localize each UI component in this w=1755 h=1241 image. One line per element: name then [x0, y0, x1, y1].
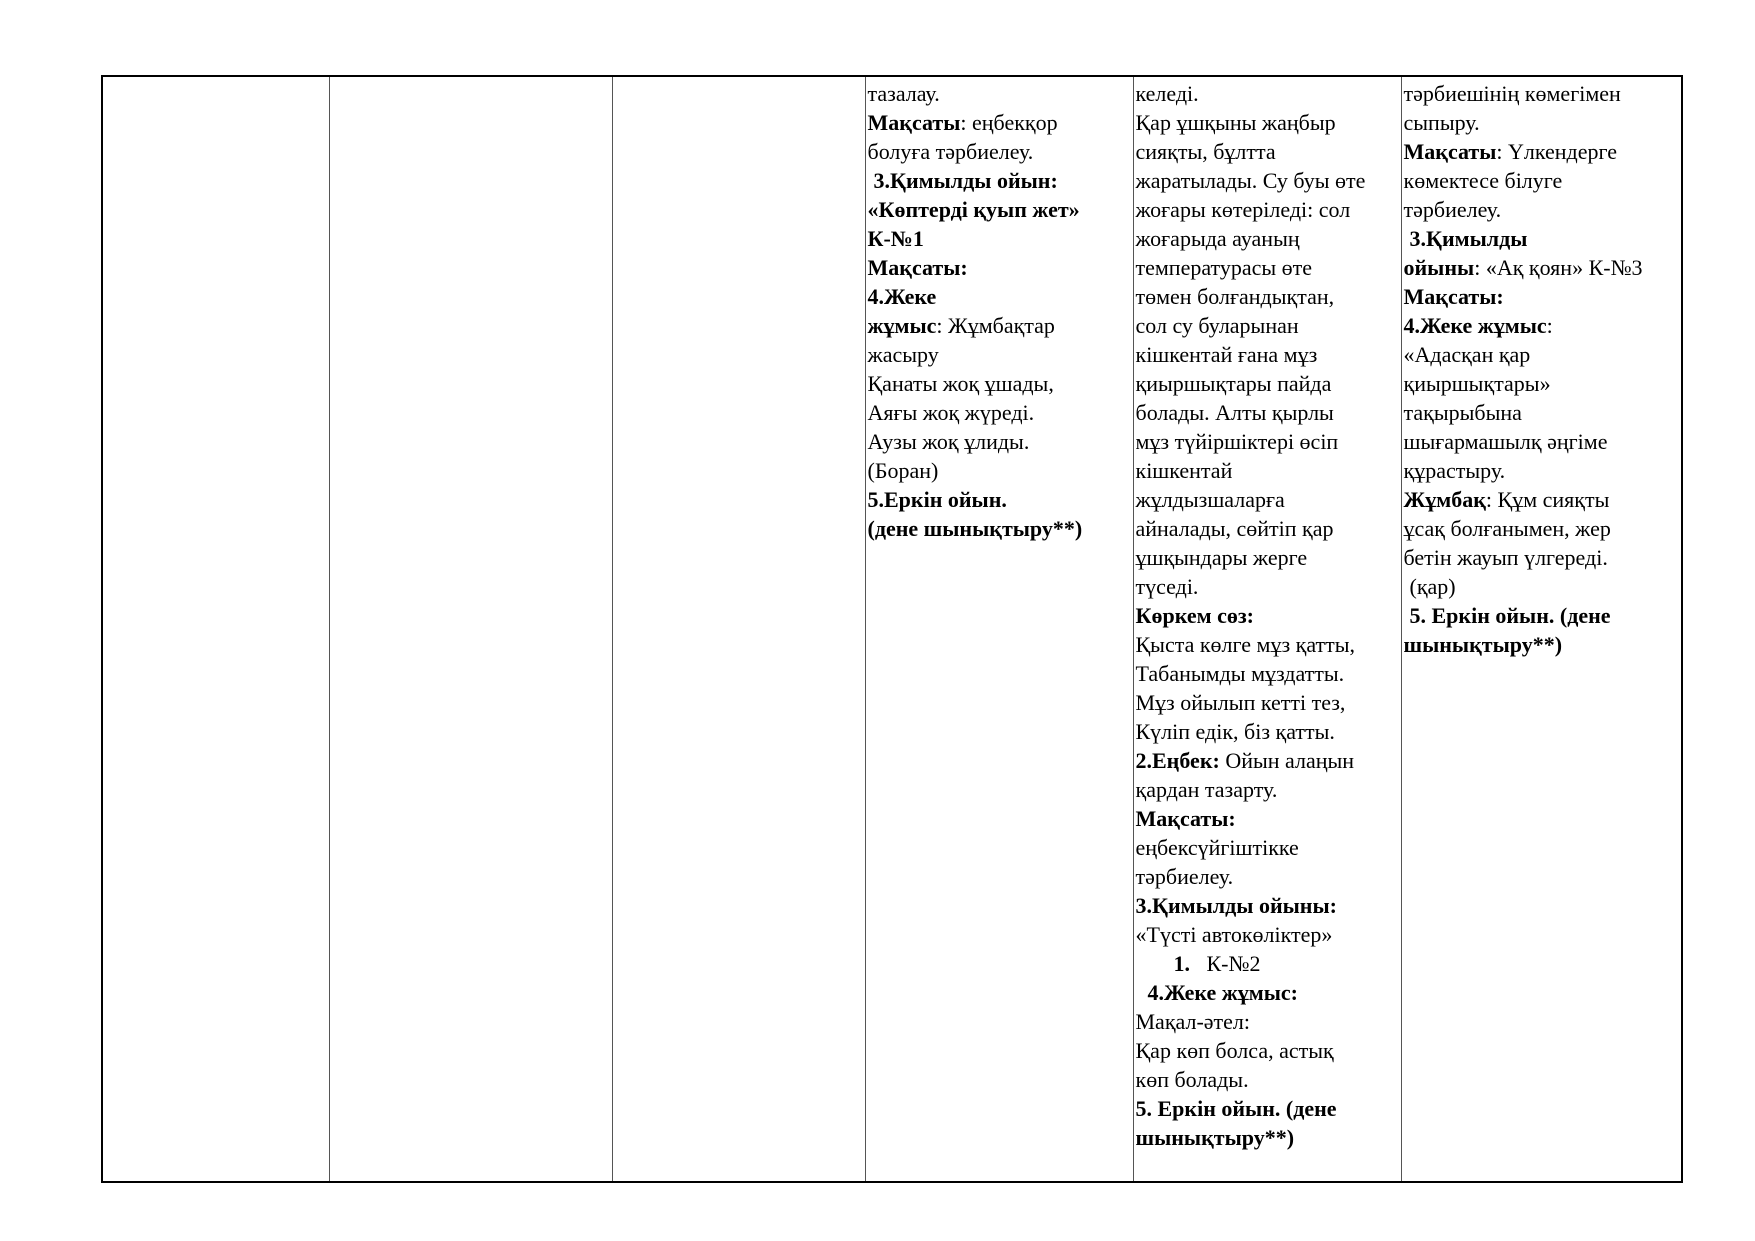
text-line [1136, 978, 1401, 1007]
text-line [1136, 804, 1401, 833]
text-run: : [1546, 313, 1553, 338]
text-line [1136, 833, 1401, 862]
text-run: : Жұмбақтар [936, 313, 1055, 338]
text-line [1404, 137, 1682, 166]
text-line [1136, 253, 1401, 282]
text-run: болады. Алты қырлы [1135, 400, 1334, 425]
text-run: : «Ақ қоян» К-№3 [1474, 255, 1643, 280]
text-line [1136, 1007, 1401, 1036]
text-line [1136, 1094, 1401, 1123]
text-line [1404, 369, 1682, 398]
text-run: 3.Қимылды ойыны: [1135, 893, 1337, 918]
text-run: тақырыбына [1403, 400, 1522, 425]
text-run: Күліп едік, біз қатты. [1135, 719, 1335, 744]
text-line [1136, 137, 1401, 166]
text-line [1136, 543, 1401, 572]
table-cell-col1 [102, 76, 329, 1182]
text-run: тазалау. [867, 81, 940, 106]
text-line [868, 369, 1133, 398]
text-run: жаратылады. Су буы өте [1135, 168, 1366, 193]
text-run: құрастыру. [1403, 458, 1506, 483]
text-line [1404, 427, 1682, 456]
text-run: Мақал-әтел: [1135, 1009, 1251, 1034]
text-line [868, 166, 1133, 195]
text-run: кішкентай ғана мұз [1135, 342, 1318, 367]
text-run: жұмыс [867, 313, 937, 338]
text-run: тәрбиелеу. [1135, 864, 1234, 889]
text-line [1136, 862, 1401, 891]
table-cell-col3 [612, 76, 865, 1182]
text-run: Мақсаты [867, 110, 961, 135]
text-line [1136, 1065, 1401, 1094]
text-run: Аузы жоқ ұлиды. [867, 429, 1030, 454]
text-line [1136, 746, 1401, 775]
text-line [1136, 166, 1401, 195]
text-run: қиыршықтары» [1403, 371, 1551, 396]
text-run: 4.Жеке жұмыс [1403, 313, 1547, 338]
text-run: 1. [1173, 951, 1190, 976]
text-run: мұз түйіршіктері өсіп [1135, 429, 1339, 454]
text-run: ұсақ болғанымен, жер [1403, 516, 1611, 541]
text-run: К-№2 [1190, 951, 1261, 976]
text-run: К-№1 [867, 226, 924, 251]
text-line [1136, 108, 1401, 137]
text-run: еңбексүйгіштікке [1135, 835, 1299, 860]
text-line [868, 282, 1133, 311]
text-run: келеді. [1135, 81, 1199, 106]
text-line [868, 253, 1133, 282]
text-line [868, 340, 1133, 369]
text-line [1136, 224, 1401, 253]
text-line [1136, 282, 1401, 311]
table-row [102, 76, 1682, 1182]
text-run: 4.Жеке жұмыс: [1147, 980, 1298, 1005]
text-line [868, 427, 1133, 456]
text-run: сыпыру. [1403, 110, 1480, 135]
text-line [1136, 514, 1401, 543]
text-line [1136, 340, 1401, 369]
text-run: жұлдызшаларға [1135, 487, 1285, 512]
text-line [1404, 108, 1682, 137]
text-line [1404, 543, 1682, 572]
text-line [1404, 195, 1682, 224]
text-line [1136, 311, 1401, 340]
text-run: «Адасқан қар [1403, 342, 1531, 367]
text-run: көп болады. [1135, 1067, 1249, 1092]
text-run: бетін жауып үлгереді. [1403, 545, 1608, 570]
table-cell-col2 [329, 76, 612, 1182]
text-run: жоғары көтеріледі: сол [1135, 197, 1351, 222]
text-run: шынықтыру**) [1135, 1125, 1295, 1150]
text-line [868, 456, 1133, 485]
text-run: : Құм сияқты [1485, 487, 1610, 512]
text-line [868, 137, 1133, 166]
text-line [1136, 891, 1401, 920]
text-line [1404, 166, 1682, 195]
text-run: жоғарыда ауаның [1135, 226, 1300, 251]
text-run: температурасы өте [1135, 255, 1313, 280]
text-line [1136, 369, 1401, 398]
text-line [1136, 659, 1401, 688]
text-run: Жұмбақ [1403, 487, 1486, 512]
text-line [1404, 398, 1682, 427]
text-run: Мақсаты: [1403, 284, 1504, 309]
text-run: жасыру [867, 342, 939, 367]
text-line [1136, 456, 1401, 485]
text-run: шынықтыру**) [1403, 632, 1563, 657]
text-line [1136, 601, 1401, 630]
text-run: «Түсті автокөліктер» [1135, 922, 1333, 947]
text-line [868, 108, 1133, 137]
text-run: 5. Еркін ойын. (дене [1135, 1096, 1337, 1121]
text-run: болуға тәрбиелеу. [867, 139, 1034, 164]
text-run: 2.Еңбек: [1135, 748, 1220, 773]
text-run: : еңбекқор [960, 110, 1058, 135]
plan-table [101, 75, 1683, 1183]
text-run: 5. Еркін ойын. (дене [1409, 603, 1611, 628]
text-run: (қар) [1409, 574, 1456, 599]
table-cell-col5 [1133, 76, 1401, 1182]
text-run: 3.Қимылды [1409, 226, 1528, 251]
text-run: Ойын алаңын [1219, 748, 1355, 773]
text-line [1404, 224, 1682, 253]
text-run: ұшқындары жерге [1135, 545, 1308, 570]
text-line [1136, 688, 1401, 717]
text-run: Мұз ойылып кетті тез, [1135, 690, 1346, 715]
text-line [1136, 717, 1401, 746]
text-run: сияқты, бұлтта [1135, 139, 1276, 164]
text-run: қардан тазарту. [1135, 777, 1278, 802]
text-run: көмектесе білуге [1403, 168, 1563, 193]
text-run: Қар ұшқыны жаңбыр [1135, 110, 1336, 135]
text-line [868, 485, 1133, 514]
text-run: түседі. [1135, 574, 1199, 599]
text-run: ойыны [1403, 255, 1475, 280]
text-run: Мақсаты [1403, 139, 1497, 164]
text-run: Мақсаты: [867, 255, 968, 280]
text-run: кішкентай [1135, 458, 1233, 483]
text-run: Аяғы жоқ жүреді. [867, 400, 1035, 425]
text-line [1404, 253, 1682, 282]
text-line [1404, 311, 1682, 340]
text-run: (Боран) [867, 458, 939, 483]
text-run: айналады, сөйтіп қар [1135, 516, 1334, 541]
text-line [1136, 1123, 1401, 1152]
text-line [1136, 398, 1401, 427]
text-line [1136, 79, 1401, 108]
text-run: (дене шынықтыру**) [867, 516, 1083, 541]
text-line [1404, 456, 1682, 485]
text-line [1136, 485, 1401, 514]
text-line [868, 398, 1133, 427]
text-run: Қыста көлге мұз қатты, [1135, 632, 1356, 657]
text-run: 4.Жеке [867, 284, 937, 309]
text-line [1404, 485, 1682, 514]
text-run: Көркем сөз: [1135, 603, 1254, 628]
text-run: 3.Қимылды ойын: [873, 168, 1058, 193]
text-line [1404, 601, 1682, 630]
table-cell-col6 [1401, 76, 1682, 1182]
text-run: қиыршықтары пайда [1135, 371, 1332, 396]
text-run: Табанымды мұздатты. [1135, 661, 1345, 686]
text-run: Қанаты жоқ ұшады, [867, 371, 1054, 396]
text-line [1136, 1036, 1401, 1065]
text-run: төмен болғандықтан, [1135, 284, 1335, 309]
text-run: Қар көп болса, астық [1135, 1038, 1334, 1063]
text-line [1136, 427, 1401, 456]
text-run: : Үлкендерге [1496, 139, 1618, 164]
text-line [1136, 949, 1401, 978]
text-run: Мақсаты: [1135, 806, 1236, 831]
text-line [1136, 630, 1401, 659]
text-line [868, 195, 1133, 224]
text-run: 5.Еркін ойын. [867, 487, 1007, 512]
text-line [1404, 79, 1682, 108]
text-run: тәрбиешінің көмегімен [1403, 81, 1621, 106]
text-run: «Көптерді қуып жет» [867, 197, 1080, 222]
text-line [1136, 920, 1401, 949]
text-line [1404, 340, 1682, 369]
text-line [1136, 572, 1401, 601]
text-line [1404, 514, 1682, 543]
text-line [1136, 775, 1401, 804]
text-line [1136, 195, 1401, 224]
text-run: сол су буларынан [1135, 313, 1299, 338]
text-line [1404, 282, 1682, 311]
text-run: тәрбиелеу. [1403, 197, 1502, 222]
table-cell-col4 [865, 76, 1133, 1182]
text-line [1404, 630, 1682, 659]
text-line [868, 514, 1133, 543]
text-line [868, 79, 1133, 108]
text-run: шығармашылқ әңгіме [1403, 429, 1608, 454]
text-line [868, 224, 1133, 253]
text-line [1404, 572, 1682, 601]
text-line [868, 311, 1133, 340]
